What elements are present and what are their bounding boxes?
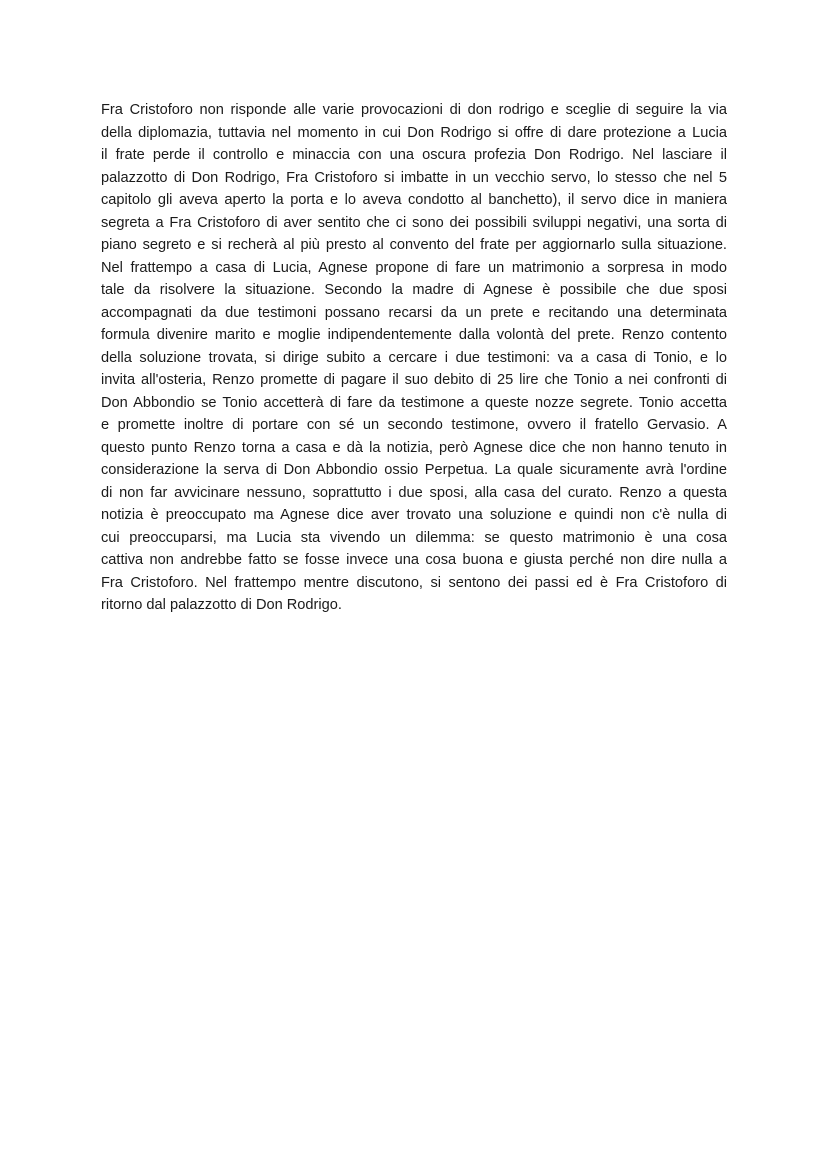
text-line: della soluzione trovata, si dirige subito a cercare i due testimoni: va a casa di Tonio, e lo [101, 349, 727, 366]
text-line: cui preoccuparsi, ma Lucia sta vivendo un dilemma: se questo matrimonio è una cosa [101, 529, 727, 546]
text-line: capitolo gli aveva aperto la porta e lo aveva condotto al banchetto), il servo dice in maniera [101, 192, 727, 208]
text-line: accompagnati da due testimoni possano recarsi da un prete e recitando una determinata [101, 304, 727, 321]
text-line: questo punto Renzo torna a casa e dà la notizia, però Agnese dice che non hanno tenuto in [101, 439, 727, 456]
text-line: tale da risolvere la situazione. Secondo la madre di Agnese è possibile che due sposi [101, 282, 727, 298]
text-line: Fra Cristoforo non risponde alle varie provocazioni di don rodrigo e sceglie di seguire la via [101, 102, 727, 118]
text-line: invita all'osteria, Renzo promette di pagare il suo debito di 25 lire che Tonio a nei confronti di [101, 372, 727, 388]
text-line: Nel frattempo a casa di Lucia, Agnese propone di fare un matrimonio a sorpresa in modo [101, 259, 727, 276]
body-paragraph [101, 99, 727, 617]
text-line: della diplomazia, tuttavia nel momento in cui Don Rodrigo si offre di dare protezione a Lucia [101, 124, 727, 141]
text-line: palazzotto di Don Rodrigo, Fra Cristoforo si imbatte in un vecchio servo, lo stesso che nel 5 [101, 169, 727, 186]
text-line: di non far avvicinare nessuno, soprattutto i due sposi, alla casa del curato. Renzo a questa [101, 484, 727, 501]
text-line: e promette inoltre di portare con sé un secondo testimone, ovvero il fratello Gervasio. A [101, 417, 727, 433]
text-line: Fra Cristoforo. Nel frattempo mentre discutono, si sentono dei passi ed è Fra Cristoforo di [101, 574, 727, 591]
text-line: Don Abbondio se Tonio accetterà di fare da testimone a queste nozze segrete. Tonio accetta [101, 394, 727, 411]
text-line: cattiva non andrebbe fatto se fosse invece una cosa buona e giusta perché non dire nulla a [101, 552, 727, 568]
text-line: formula divenire marito e moglie indipendentemente dalla volontà del prete. Renzo contento [101, 327, 727, 343]
text-line: il frate perde il controllo e minaccia con una oscura profezia Don Rodrigo. Nel lasciare il [101, 147, 727, 163]
text-line: ritorno dal palazzotto di Don Rodrigo. [101, 597, 342, 613]
text-line: considerazione la serva di Don Abbondio ossio Perpetua. La quale sicuramente avrà l'ordine [101, 462, 727, 478]
text-line: piano segreto e si recherà al più presto al convento del frate per aggiornarlo sulla situazione. [101, 237, 727, 253]
text-line: segreta a Fra Cristoforo di aver sentito che ci sono dei possibili sviluppi negativi, una sorta di [101, 214, 727, 231]
text-line: notizia è preoccupato ma Agnese dice aver trovato una soluzione e quindi non c'è nulla di [101, 507, 727, 523]
